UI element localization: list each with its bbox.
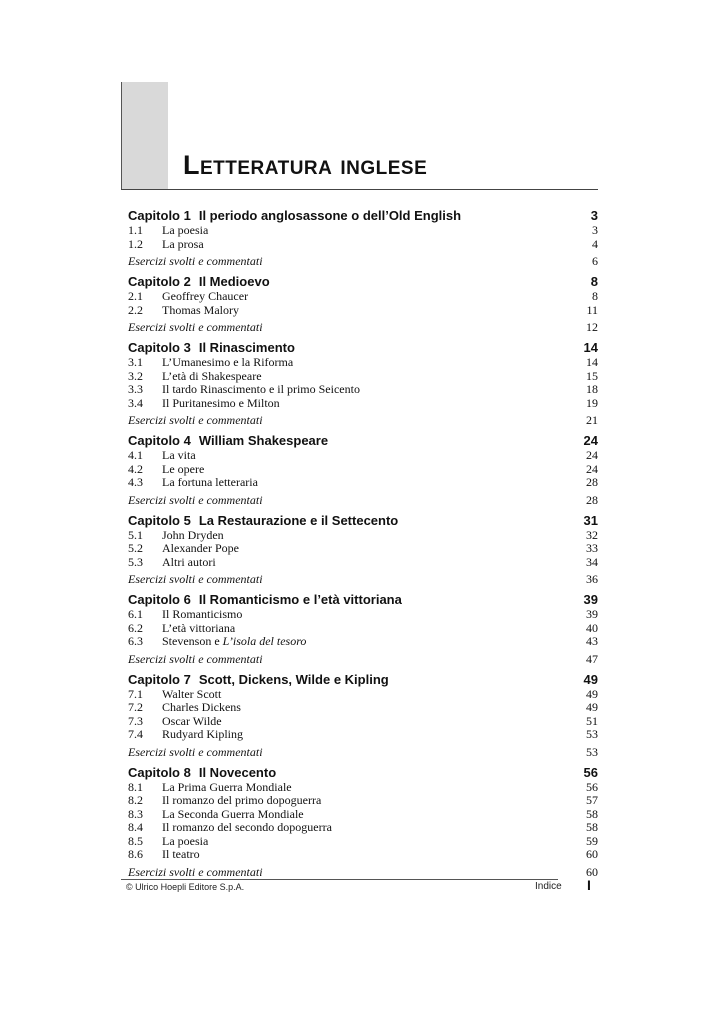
exercises-label: Esercizi svolti e commentati: [128, 492, 263, 507]
exercises-row[interactable]: [128, 865, 598, 879]
section-title-wrap: [162, 608, 586, 622]
footer-rule: [121, 879, 558, 880]
section-title: Le opere: [162, 461, 205, 476]
section-page: 56: [586, 779, 598, 794]
section-number: 1.1: [128, 223, 143, 237]
section-page: 58: [586, 806, 598, 821]
toc-chapter: [128, 207, 598, 268]
section-page: 40: [586, 620, 598, 635]
section-number: 8.1: [128, 779, 143, 794]
section-title: Altri autori: [162, 554, 216, 569]
chapter-heading[interactable]: [128, 273, 598, 290]
chapter-title: William Shakespeare: [198, 433, 329, 448]
toc-chapter: [128, 273, 598, 334]
section-title: Il tardo Rinascimento e il primo Seicento: [162, 382, 360, 396]
section-number: 3.1: [128, 355, 143, 369]
chapter-label: Capitolo 1: [128, 208, 191, 223]
section-number: 3.4: [128, 395, 143, 410]
section-title: L’età di Shakespeare: [162, 368, 262, 383]
exercises-label: Esercizi svolti e commentati: [128, 413, 263, 427]
toc-section-row[interactable]: [128, 238, 598, 252]
chapter-heading-text: [128, 512, 398, 529]
chapter-title: La Restaurazione e il Settecento: [198, 512, 399, 528]
toc-section-row[interactable]: [128, 529, 598, 543]
chapter-label: Capitolo 5: [128, 512, 191, 528]
exercises-label: Esercizi svolti e commentati: [128, 744, 263, 759]
section-page: 28: [586, 475, 598, 489]
chapter-label: Capitolo 2: [128, 274, 191, 289]
chapter-label: Capitolo 7: [128, 671, 191, 687]
toc-section-row[interactable]: [128, 688, 598, 702]
section-title-wrap: [162, 688, 586, 702]
header-decor-block: [121, 82, 168, 189]
section-title: L’Umanesimo e la Riforma: [162, 355, 294, 369]
section-title: Il Puritanesimo e Milton: [162, 395, 280, 410]
section-title-wrap: [162, 383, 586, 397]
section-page: 51: [586, 713, 598, 728]
section-title-wrap: [162, 821, 586, 835]
section-number: 8.4: [128, 820, 143, 834]
section-title-wrap: [162, 224, 592, 238]
chapter-page: 56: [583, 764, 598, 780]
chapter-heading[interactable]: [128, 432, 598, 449]
section-number: 3.2: [128, 368, 143, 383]
section-title: La prosa: [162, 236, 204, 251]
toc-section-row[interactable]: [128, 356, 598, 370]
section-page: 19: [586, 395, 598, 410]
section-page: 11: [586, 302, 598, 317]
footer-page-number: I: [587, 877, 591, 893]
chapter-heading[interactable]: [128, 764, 598, 781]
exercises-label: Esercizi svolti e commentati: [128, 572, 263, 586]
toc-section-row[interactable]: [128, 224, 598, 238]
section-title-wrap: [162, 622, 586, 636]
section-page: 53: [586, 727, 598, 741]
footer-publisher: © Ulrico Hoepli Editore S.p.A.: [126, 882, 245, 892]
toc-section-row[interactable]: [128, 728, 598, 742]
chapter-page: 8: [590, 274, 598, 289]
section-page: 32: [586, 527, 598, 542]
toc-chapter: [128, 339, 598, 427]
chapter-title: Scott, Dickens, Wilde e Kipling: [198, 671, 389, 687]
toc-section-row[interactable]: [128, 542, 598, 556]
section-title: Rudyard Kipling: [162, 727, 243, 741]
section-page: 24: [586, 461, 598, 476]
section-title: La fortuna letteraria: [162, 475, 258, 489]
toc-section-row[interactable]: [128, 848, 598, 862]
chapter-title: Il Rinascimento: [198, 340, 295, 355]
section-number: 4.1: [128, 448, 143, 462]
section-title-wrap: [162, 449, 586, 463]
chapter-label: Capitolo 6: [128, 592, 191, 607]
chapter-heading-text: [128, 273, 270, 290]
chapter-label: Capitolo 3: [128, 340, 191, 355]
exercises-row[interactable]: [128, 320, 598, 334]
chapter-page: 24: [583, 433, 598, 448]
section-title-wrap: [162, 370, 586, 384]
chapter-page: 14: [583, 340, 598, 355]
exercises-row[interactable]: [128, 254, 598, 268]
section-title: Oscar Wilde: [162, 713, 222, 728]
section-title-wrap: [162, 304, 586, 318]
section-title-wrap: [162, 556, 586, 570]
section-title: Charles Dickens: [162, 700, 241, 714]
section-page: 49: [586, 686, 598, 701]
chapter-page: 39: [583, 592, 598, 607]
chapter-title: Il Romanticismo e l’età vittoriana: [198, 592, 402, 607]
section-page: 3: [592, 223, 598, 237]
footer-section: Indice: [535, 881, 562, 892]
section-page: 4: [592, 236, 598, 251]
section-title: Walter Scott: [162, 686, 222, 701]
section-number: 8.3: [128, 806, 143, 821]
exercises-page: 28: [586, 492, 598, 507]
section-number: 2.1: [128, 289, 143, 303]
exercises-row[interactable]: [128, 652, 598, 666]
section-number: 7.4: [128, 727, 143, 741]
chapter-heading-text: [128, 591, 402, 608]
section-title: Il romanzo del secondo dopoguerra: [162, 820, 332, 834]
exercises-page: 47: [586, 651, 598, 666]
section-number: 8.2: [128, 793, 143, 807]
toc-chapter: [128, 432, 598, 507]
exercises-label: Esercizi svolti e commentati: [128, 864, 263, 879]
exercises-row[interactable]: [128, 493, 598, 507]
section-title: La poesia: [162, 833, 209, 848]
section-title-wrap: [162, 781, 586, 795]
exercises-label: Esercizi svolti e commentati: [128, 254, 263, 268]
chapter-heading-text: [128, 207, 461, 224]
chapter-label: Capitolo 4: [128, 433, 191, 448]
toc-section-row[interactable]: [128, 821, 598, 835]
section-number: 7.2: [128, 700, 143, 714]
section-number: 7.3: [128, 713, 143, 728]
section-title: John Dryden: [162, 527, 224, 542]
section-number: 5.1: [128, 527, 143, 542]
section-page: 14: [586, 355, 598, 369]
chapter-heading-text: [128, 764, 276, 781]
toc-section-row[interactable]: [128, 622, 598, 636]
section-title-wrap: [162, 635, 586, 649]
section-number: 5.3: [128, 554, 143, 569]
toc-section-row[interactable]: [128, 608, 598, 622]
section-title-italic: L’isola del tesoro: [222, 634, 307, 648]
section-title-wrap: [162, 356, 586, 370]
section-number: 5.2: [128, 541, 143, 555]
section-number: 4.2: [128, 461, 143, 476]
exercises-page: 21: [586, 413, 598, 427]
section-title-wrap: [162, 397, 586, 411]
toc-chapter: [128, 591, 598, 666]
exercises-row[interactable]: [128, 572, 598, 586]
exercises-label: Esercizi svolti e commentati: [128, 320, 263, 334]
chapter-title: Il Novecento: [198, 764, 277, 780]
section-title-wrap: [162, 728, 586, 742]
toc-section-row[interactable]: [128, 794, 598, 808]
section-number: 4.3: [128, 475, 143, 489]
section-number: 7.1: [128, 686, 143, 701]
toc-section-row[interactable]: [128, 635, 598, 649]
toc-section-row[interactable]: [128, 463, 598, 477]
section-page: 39: [586, 607, 598, 621]
chapter-heading[interactable]: [128, 339, 598, 356]
section-page: 58: [586, 820, 598, 834]
chapter-heading-text: [128, 432, 328, 449]
section-page: 49: [586, 700, 598, 714]
chapter-heading[interactable]: [128, 671, 598, 688]
section-number: 2.2: [128, 302, 143, 317]
section-title-wrap: [162, 808, 586, 822]
section-title: Il teatro: [162, 847, 200, 861]
section-title-wrap: [162, 542, 586, 556]
section-title: Stevenson e: [162, 634, 223, 648]
toc-chapter: [128, 512, 598, 587]
chapter-heading[interactable]: [128, 591, 598, 608]
section-title-wrap: [162, 701, 586, 715]
section-page: 33: [586, 541, 598, 555]
section-number: 6.1: [128, 607, 143, 621]
section-title: L’età vittoriana: [162, 620, 236, 635]
table-of-contents: [128, 207, 598, 884]
exercises-row[interactable]: [128, 745, 598, 759]
toc-section-row[interactable]: [128, 304, 598, 318]
toc-section-row[interactable]: [128, 370, 598, 384]
section-title: Il Romanticismo: [162, 607, 243, 621]
chapter-page: 31: [583, 512, 598, 528]
toc-section-row[interactable]: [128, 835, 598, 849]
toc-section-row[interactable]: [128, 397, 598, 411]
toc-section-row[interactable]: [128, 449, 598, 463]
toc-section-row[interactable]: [128, 781, 598, 795]
section-title: Thomas Malory: [162, 302, 239, 317]
section-title-wrap: [162, 476, 586, 490]
section-page: 24: [586, 448, 598, 462]
chapter-heading[interactable]: [128, 207, 598, 224]
exercises-page: 60: [586, 864, 598, 879]
toc-chapter: [128, 671, 598, 759]
chapter-heading-text: [128, 671, 389, 688]
section-title-wrap: [162, 848, 586, 862]
section-page: 8: [592, 289, 598, 303]
exercises-row[interactable]: [128, 413, 598, 427]
exercises-page: 6: [592, 254, 598, 268]
exercises-page: 36: [586, 572, 598, 586]
toc-section-row[interactable]: [128, 556, 598, 570]
section-number: 8.6: [128, 847, 143, 861]
section-title: La poesia: [162, 223, 209, 237]
toc-section-row[interactable]: [128, 476, 598, 490]
chapter-heading-text: [128, 339, 295, 356]
exercises-label: Esercizi svolti e commentati: [128, 651, 263, 666]
section-title: La vita: [162, 448, 196, 462]
header-vertical-rule: [121, 82, 122, 189]
section-title-wrap: [162, 290, 592, 304]
chapter-label: Capitolo 8: [128, 764, 191, 780]
section-title-wrap: [162, 529, 586, 543]
toc-section-row[interactable]: [128, 290, 598, 304]
section-title: La Seconda Guerra Mondiale: [162, 806, 304, 821]
chapter-page: 49: [583, 671, 598, 687]
section-page: 43: [586, 634, 598, 648]
section-title: Geoffrey Chaucer: [162, 289, 249, 303]
section-title: La Prima Guerra Mondiale: [162, 779, 292, 794]
chapter-title: Il periodo anglosassone o dell’Old English: [198, 208, 462, 223]
section-title: Alexander Pope: [162, 541, 239, 555]
toc-section-row[interactable]: [128, 383, 598, 397]
exercises-page: 12: [586, 320, 598, 334]
section-page: 60: [586, 847, 598, 861]
section-title-wrap: [162, 835, 586, 849]
page-title: Letteratura inglese: [183, 150, 428, 180]
toc-chapter: [128, 764, 598, 879]
section-title: Il romanzo del primo dopoguerra: [162, 793, 322, 807]
section-page: 57: [586, 793, 598, 807]
section-number: 3.3: [128, 382, 143, 396]
toc-section-row[interactable]: [128, 715, 598, 729]
chapter-page: 3: [590, 208, 598, 223]
section-page: 34: [586, 554, 598, 569]
section-title-wrap: [162, 238, 592, 252]
toc-section-row[interactable]: [128, 701, 598, 715]
section-number: 6.3: [128, 634, 143, 648]
exercises-page: 53: [586, 744, 598, 759]
section-title-wrap: [162, 794, 586, 808]
section-number: 1.2: [128, 236, 143, 251]
chapter-heading[interactable]: [128, 512, 598, 529]
toc-section-row[interactable]: [128, 808, 598, 822]
title-rule: [121, 189, 598, 190]
section-number: 8.5: [128, 833, 143, 848]
section-title-wrap: [162, 463, 586, 477]
section-page: 18: [586, 382, 598, 396]
section-title-wrap: [162, 715, 586, 729]
section-page: 15: [586, 368, 598, 383]
section-page: 59: [586, 833, 598, 848]
section-number: 6.2: [128, 620, 143, 635]
chapter-title: Il Medioevo: [198, 274, 270, 289]
